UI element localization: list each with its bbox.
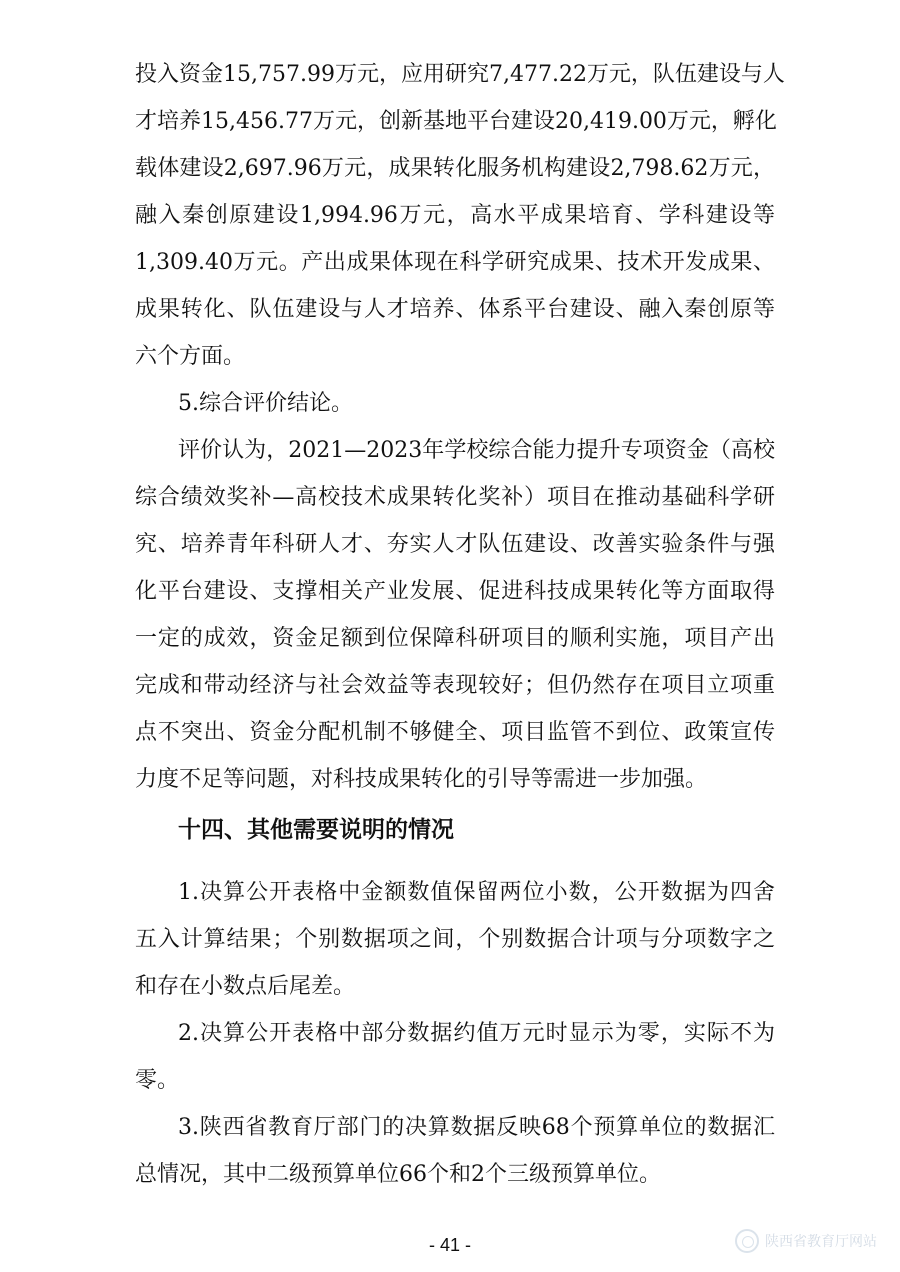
watermark-text: 陕西省教育厅网站 <box>765 1234 877 1250</box>
funds-line-7: 六个方面。 <box>135 344 246 369</box>
evaluation-line-6: 完成和带动经济与社会效益等表现较好；但仍然存在项目立项重 <box>135 673 775 698</box>
note3-line-2: 总情况，其中二级预算单位66个和2个三级预算单位。 <box>135 1162 661 1187</box>
note2-line-1: 2.决算公开表格中部分数据约值万元时显示为零，实际不为 <box>178 1021 775 1046</box>
site-watermark <box>735 1226 895 1256</box>
page-number: - 41 - <box>428 1235 471 1255</box>
watermark-logo-icon <box>735 1229 759 1253</box>
evaluation-line-1: 评价认为，2021—2023年学校综合能力提升专项资金（高校 <box>178 438 775 463</box>
evaluation-line-2: 综合绩效奖补—高校技术成果转化奖补）项目在推动基础科学研 <box>135 485 775 510</box>
note1-line-1: 1.决算公开表格中金额数值保留两位小数，公开数据为四舍 <box>178 880 775 905</box>
section-heading: 十四、其他需要说明的情况 <box>178 817 454 843</box>
evaluation-line-5: 一定的成效，资金足额到位保障科研项目的顺利实施，项目产出 <box>135 626 775 651</box>
funds-line-5: 1,309.40万元。产出成果体现在科学研究成果、技术开发成果、 <box>135 250 775 275</box>
funds-line-2: 才培养15,456.77万元，创新基地平台建设20,419.00万元，孵化 <box>135 109 777 134</box>
note3-line-1: 3.陕西省教育厅部门的决算数据反映68个预算单位的数据汇 <box>178 1115 775 1140</box>
note1-line-3: 和存在小数点后尾差。 <box>135 974 356 999</box>
funds-line-3: 载体建设2,697.96万元，成果转化服务机构建设2,798.62万元， <box>135 156 775 181</box>
funds-line-4: 融入秦创原建设1,994.96万元，高水平成果培育、学科建设等 <box>135 203 775 228</box>
evaluation-line-4: 化平台建设、支撑相关产业发展、促进科技成果转化等方面取得 <box>135 579 775 604</box>
funds-line-6: 成果转化、队伍建设与人才培养、体系平台建设、融入秦创原等 <box>135 297 775 322</box>
evaluation-line-7: 点不突出、资金分配机制不够健全、项目监管不到位、政策宣传 <box>135 720 775 745</box>
evaluation-line-3: 究、培养青年科研人才、夯实人才队伍建设、改善实验条件与强 <box>135 532 775 557</box>
funds-line-1: 投入资金15,757.99万元，应用研究7,477.22万元，队伍建设与人 <box>135 62 785 87</box>
note1-line-2: 五入计算结果；个别数据项之间，个别数据合计项与分项数字之 <box>135 927 775 952</box>
note2-line-2: 零。 <box>135 1068 180 1093</box>
evaluation-line-8: 力度不足等问题，对科技成果转化的引导等需进一步加强。 <box>135 767 708 792</box>
item5-title: 5.综合评价结论。 <box>178 391 353 416</box>
